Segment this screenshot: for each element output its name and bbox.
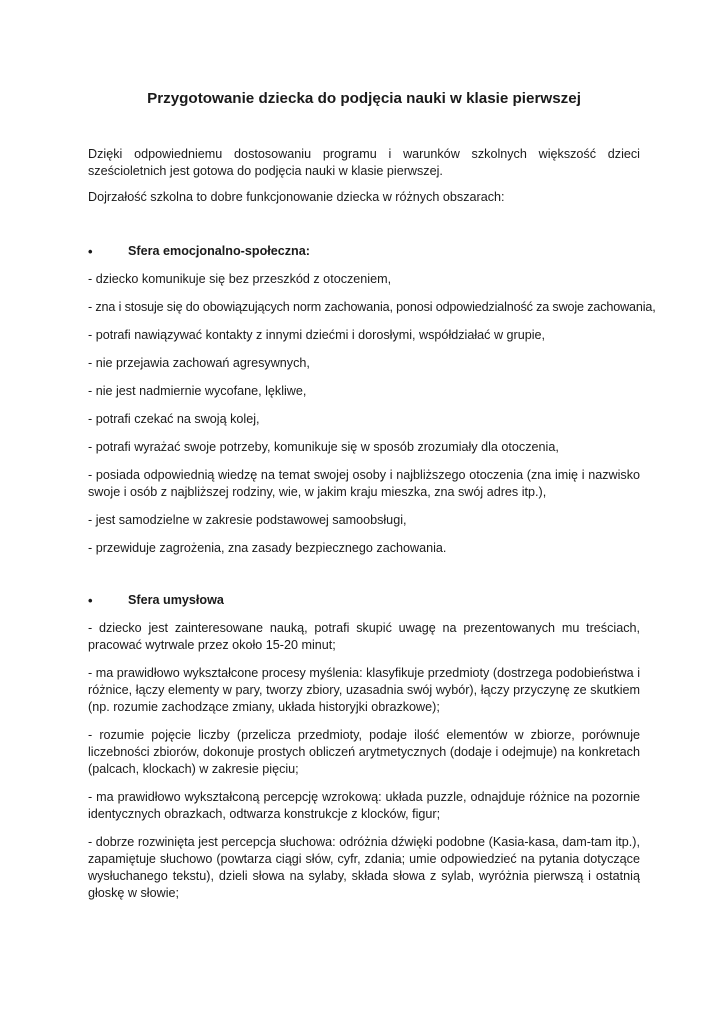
list-item: - ma prawidłowo wykształconą percepcję wzrokową: układa puzzle, odnajduje różnice na pozornie identycznych obrazkach, odtwarza konstrukcje z klocków, figur; (88, 790, 640, 821)
document-title: Przygotowanie dziecka do podjęcia nauki w klasie pierwszej (147, 90, 581, 107)
section-heading (88, 243, 640, 260)
bullet-icon: • (88, 244, 93, 259)
section-heading-text: Sfera umysłowa (128, 593, 224, 607)
section-emotional-social (88, 243, 656, 568)
intro-block (88, 146, 640, 215)
list-item: - dziecko komunikuje się bez przeszkód z otoczeniem, (88, 272, 392, 286)
list-item: - potrafi wyrażać swoje potrzeby, komunikuje się w sposób zrozumiały dla otoczenia, (88, 440, 559, 454)
section-mental (88, 592, 640, 913)
section-heading-text: Sfera emocjonalno-społeczna: (128, 244, 310, 258)
bullet-icon: • (88, 593, 93, 608)
intro-paragraph: Dojrzałość szkolna to dobre funkcjonowanie dziecka w różnych obszarach: (88, 190, 505, 204)
list-item: - dziecko jest zainteresowane nauką, potrafi skupić uwagę na prezentowanych mu treściach, pracować wytrwale przez około 15-20 minut; (88, 621, 640, 652)
intro-paragraph: Dzięki odpowiedniemu dostosowaniu programu i warunków szkolnych większość dzieci sześcioletnich jest gotowa do podjęcia nauki w klasie pierwszej. (88, 147, 640, 178)
list-item: - jest samodzielne w zakresie podstawowej samoobsługi, (88, 513, 407, 527)
list-item: - potrafi czekać na swoją kolej, (88, 412, 260, 426)
list-item: - dobrze rozwinięta jest percepcja słuchowa: odróżnia dźwięki podobne (Kasia-kasa, dam-tam itp.), zapamiętuje słuchowo (powtarza ciągi słów, cyfr, zdania; umie odpowiedzieć na pytania dotyczące wysłuchanego tekstu), dzieli słowa na sylaby, składa słowa z sylab, wyróżnia pierwszą i ostatnią głoskę w słowie; (88, 835, 640, 900)
list-item: - przewiduje zagrożenia, zna zasady bezpiecznego zachowania. (88, 541, 447, 555)
list-item: - potrafi nawiązywać kontakty z innymi dziećmi i dorosłymi, współdziałać w grupie, (88, 328, 546, 342)
list-item: - ma prawidłowo wykształcone procesy myślenia: klasyfikuje przedmioty (dostrzega podobieństwa i różnice, łączy elementy w pary, tworzy zbiory, uzasadnia swój wybór), łączy przyczynę ze skutkiem (np. rozumie zachodzące zmiany, układa historyjki obrazkowe); (88, 666, 640, 714)
list-item: - nie jest nadmiernie wycofane, lękliwe, (88, 384, 307, 398)
list-item: - zna i stosuje się do obowiązujących norm zachowania, ponosi odpowiedzialność za swoje zachowania, (88, 300, 656, 314)
list-item: - posiada odpowiednią wiedzę na temat swojej osoby i najbliższego otoczenia (zna imię i nazwisko swoje i osób z najbliższej rodziny, wie, w jakim kraju mieszka, zna swój adres itp.), (88, 468, 640, 499)
list-item: - rozumie pojęcie liczby (przelicza przedmioty, podaje ilość elementów w zbiorze, porównuje liczebności zbiorów, dokonuje prostych obliczeń arytmetycznych (dodaje i odejmuje) na konkretach (palcach, klockach) w zakresie pięciu; (88, 728, 640, 776)
list-item: - nie przejawia zachowań agresywnych, (88, 356, 310, 370)
section-heading (88, 592, 640, 609)
